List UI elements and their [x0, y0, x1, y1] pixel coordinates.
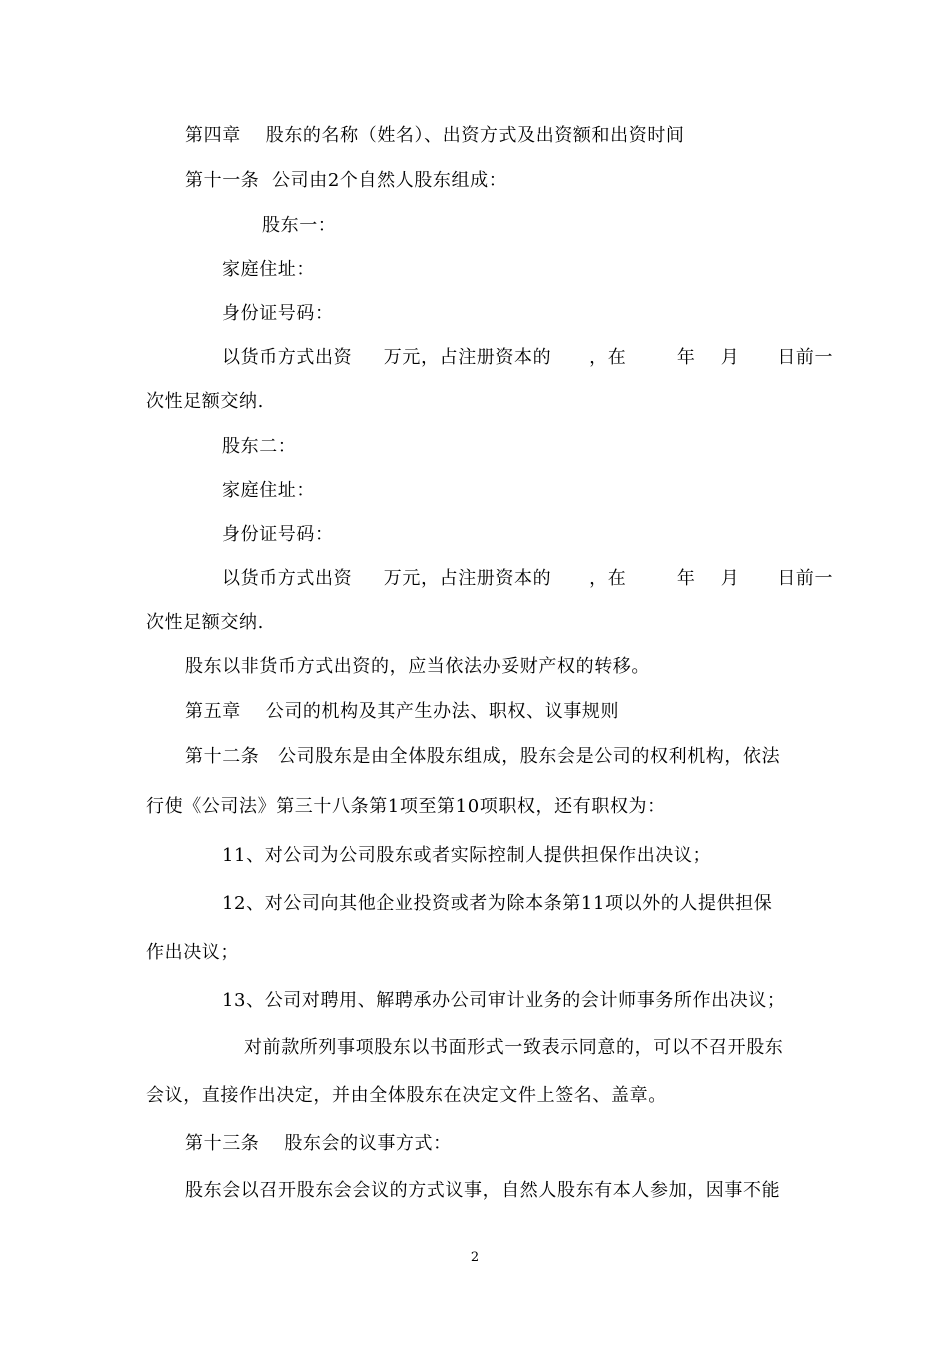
home-address-label: 家庭住址：: [222, 480, 315, 501]
meeting-method-text: 股东会以召开股东会会议的方式议事，自然人股东有本人参加，因事不能: [185, 1180, 781, 1201]
contribution-text-cont: 次性足额交纳.: [146, 612, 264, 633]
chapter-5-heading: 第五章 公司的机构及其产生办法、职权、议事规则: [185, 701, 620, 722]
written-consent-text-cont: 会议，直接作出决定，并由全体股东在决定文件上签名、盖章。: [146, 1085, 667, 1106]
id-number-label: 身份证号码：: [222, 303, 334, 324]
contribution-text-cont: 次性足额交纳.: [146, 391, 264, 412]
article-12-text-cont: 行使《公司法》第三十八条第1项至第10项职权，还有职权为：: [146, 796, 666, 817]
contribution-text: 以货币方式出资 万元，占注册资本的 ，在 年 月 日前一: [222, 347, 834, 368]
item-13-text: 13、公司对聘用、解聘承办公司审计业务的会计师事务所作出决议；: [222, 990, 786, 1011]
article-12-text: 第十二条 公司股东是由全体股东组成，股东会是公司的权利机构，依法: [185, 746, 781, 767]
item-12-text-cont: 作出决议；: [146, 942, 239, 963]
item-11-text: 11、对公司为公司股东或者实际控制人提供担保作出决议；: [222, 845, 712, 866]
non-monetary-contribution-text: 股东以非货币方式出资的，应当依法办妥财产权的转移。: [185, 656, 650, 677]
id-number-label: 身份证号码：: [222, 524, 334, 545]
chapter-4-heading: 第四章 股东的名称（姓名）、出资方式及出资额和出资时间: [185, 125, 685, 146]
home-address-label: 家庭住址：: [222, 259, 315, 280]
shareholder-2-label: 股东二：: [222, 436, 297, 457]
article-11-text: 第十一条 公司由2个自然人股东组成：: [185, 170, 508, 191]
page-number: 2: [470, 1250, 480, 1265]
written-consent-text: 对前款所列事项股东以书面形式一致表示同意的，可以不召开股东: [244, 1037, 784, 1058]
contribution-text: 以货币方式出资 万元，占注册资本的 ，在 年 月 日前一: [222, 568, 834, 589]
article-13-text: 第十三条 股东会的议事方式：: [185, 1133, 452, 1154]
shareholder-1-label: 股东一：: [262, 215, 337, 236]
item-12-text: 12、对公司向其他企业投资或者为除本条第11项以外的人提供担保: [222, 893, 773, 914]
